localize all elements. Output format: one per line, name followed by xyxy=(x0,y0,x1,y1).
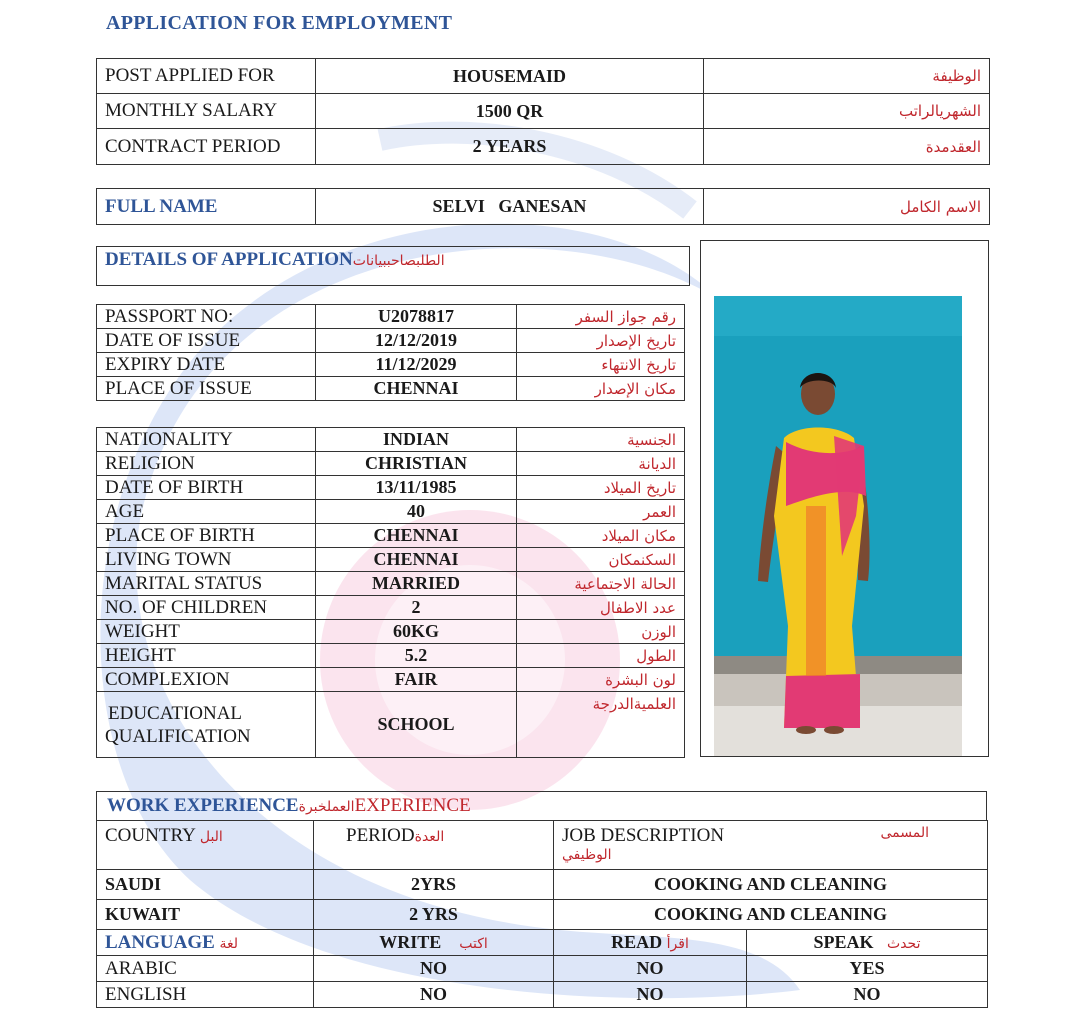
col-job xyxy=(554,821,988,870)
full-name-value xyxy=(316,189,704,225)
personal-label: PLACE OF BIRTH xyxy=(97,524,316,548)
personal-label: LIVING TOWN xyxy=(97,548,316,572)
passport-value: 11/12/2029 xyxy=(316,353,517,377)
personal-value: 40 xyxy=(316,500,517,524)
write-label: WRITE xyxy=(379,932,442,952)
write-arabic: اكتب xyxy=(459,936,488,952)
work-heading-arabic: العملخبرة xyxy=(298,799,355,815)
language-speak-header xyxy=(747,930,988,956)
personal-value: CHENNAI xyxy=(316,524,517,548)
personal-arabic: الطول xyxy=(517,644,685,668)
education-value: SCHOOL xyxy=(316,692,517,758)
work-period: 2 YRS xyxy=(314,900,554,930)
passport-label: PASSPORT NO: xyxy=(97,305,316,329)
col-country-arabic: البل xyxy=(199,829,223,845)
job-table xyxy=(96,58,990,165)
job-row xyxy=(97,129,990,165)
col-country xyxy=(97,821,314,870)
language-row xyxy=(97,956,988,982)
personal-value: CHENNAI xyxy=(316,548,517,572)
personal-value: 13/11/1985 xyxy=(316,476,517,500)
language-read: NO xyxy=(554,956,747,982)
personal-arabic: لون البشرة xyxy=(517,668,685,692)
full-name-table xyxy=(96,188,990,225)
job-arabic: الوظيفة xyxy=(704,59,990,94)
personal-label: NATIONALITY xyxy=(97,428,316,452)
personal-label: COMPLEXION xyxy=(97,668,316,692)
passport-arabic: تاريخ الانتهاء xyxy=(517,353,685,377)
work-heading: WORK EXPERIENCE xyxy=(107,795,299,816)
job-arabic: الشهريالراتب xyxy=(704,94,990,129)
details-heading: DETAILS OF APPLICATION xyxy=(105,249,353,270)
col-period-arabic: العدة xyxy=(414,829,445,845)
personal-label: NO. OF CHILDREN xyxy=(97,596,316,620)
personal-arabic: الجنسية xyxy=(517,428,685,452)
personal-value: MARRIED xyxy=(316,572,517,596)
full-name-arabic: الاسم الكامل xyxy=(704,189,990,225)
passport-value: CHENNAI xyxy=(316,377,517,401)
personal-arabic: السكنمكان xyxy=(517,548,685,572)
personal-value: 2 xyxy=(316,596,517,620)
language-read: NO xyxy=(554,982,747,1008)
personal-label: AGE xyxy=(97,500,316,524)
personal-arabic: عدد الاطفال xyxy=(517,596,685,620)
passport-value: 12/12/2019 xyxy=(316,329,517,353)
col-period-label: PERIOD xyxy=(346,825,415,846)
details-heading-arabic: الطلبصاحببيانات xyxy=(352,253,445,269)
work-table xyxy=(96,820,988,1008)
job-row xyxy=(97,59,990,94)
job-value: 2 YEARS xyxy=(316,129,704,165)
language-write: NO xyxy=(314,956,554,982)
col-period xyxy=(314,821,554,870)
passport-label: EXPIRY DATE xyxy=(97,353,316,377)
language-heading-label: LANGUAGE xyxy=(105,931,215,953)
col-job-arabic: المسمى xyxy=(880,825,930,841)
work-heading-suffix: EXPERIENCE xyxy=(354,795,471,816)
education-label xyxy=(97,692,316,758)
read-arabic: اقرأ xyxy=(666,936,689,952)
personal-value: 5.2 xyxy=(316,644,517,668)
job-value: HOUSEMAID xyxy=(316,59,704,94)
personal-value: FAIR xyxy=(316,668,517,692)
personal-arabic: تاريخ الميلاد xyxy=(517,476,685,500)
col-job-label: JOB DESCRIPTION xyxy=(562,825,725,846)
work-row xyxy=(97,900,988,930)
personal-arabic: مكان الميلاد xyxy=(517,524,685,548)
speak-label: SPEAK xyxy=(813,932,874,952)
personal-table xyxy=(96,427,685,758)
education-label-line1: EDUCATIONAL xyxy=(108,702,243,724)
last-name: GANESAN xyxy=(498,196,587,216)
language-heading xyxy=(97,930,314,956)
language-heading-arabic: لغة xyxy=(219,935,239,952)
speak-arabic: تحدث xyxy=(887,936,921,952)
personal-label: MARITAL STATUS xyxy=(97,572,316,596)
passport-arabic: تاريخ الإصدار xyxy=(517,329,685,353)
language-speak: NO xyxy=(747,982,988,1008)
page-title: APPLICATION FOR EMPLOYMENT xyxy=(106,12,453,34)
job-value: 1500 QR xyxy=(316,94,704,129)
language-write: NO xyxy=(314,982,554,1008)
job-label: CONTRACT PERIOD xyxy=(97,129,316,165)
language-name: ARABIC xyxy=(97,956,314,982)
work-row xyxy=(97,870,988,900)
language-name: ENGLISH xyxy=(97,982,314,1008)
language-row xyxy=(97,982,988,1008)
personal-value: CHRISTIAN xyxy=(316,452,517,476)
job-label: POST APPLIED FOR xyxy=(97,59,316,94)
education-label-line2: QUALIFICATION xyxy=(105,725,251,747)
work-country: SAUDI xyxy=(97,870,314,900)
details-heading-box xyxy=(96,246,690,286)
photo-frame xyxy=(700,240,989,757)
personal-label: RELIGION xyxy=(97,452,316,476)
applicant-photo xyxy=(714,296,962,756)
work-period: 2YRS xyxy=(314,870,554,900)
language-write-header xyxy=(314,930,554,956)
personal-arabic: الديانة xyxy=(517,452,685,476)
personal-value: INDIAN xyxy=(316,428,517,452)
passport-table xyxy=(96,304,685,401)
passport-label: DATE OF ISSUE xyxy=(97,329,316,353)
read-label: READ xyxy=(611,932,663,952)
passport-arabic: مكان الإصدار xyxy=(517,377,685,401)
education-arabic: العلميةالدرجة xyxy=(517,692,685,758)
first-name: SELVI xyxy=(432,196,485,216)
job-arabic: العقدمدة xyxy=(704,129,990,165)
job-label: MONTHLY SALARY xyxy=(97,94,316,129)
work-country: KUWAIT xyxy=(97,900,314,930)
work-experience-header xyxy=(96,791,987,821)
full-name-label: FULL NAME xyxy=(97,189,316,225)
work-job: COOKING AND CLEANING xyxy=(554,900,988,930)
personal-label: DATE OF BIRTH xyxy=(97,476,316,500)
personal-arabic: العمر xyxy=(517,500,685,524)
personal-value: 60KG xyxy=(316,620,517,644)
passport-value: U2078817 xyxy=(316,305,517,329)
personal-arabic: الحالة الاجتماعية xyxy=(517,572,685,596)
language-speak: YES xyxy=(747,956,988,982)
language-header-row xyxy=(97,930,988,956)
passport-label: PLACE OF ISSUE xyxy=(97,377,316,401)
passport-arabic: رقم جواز السفر xyxy=(517,305,685,329)
work-job: COOKING AND CLEANING xyxy=(554,870,988,900)
col-country-label: COUNTRY xyxy=(105,825,196,846)
personal-label: HEIGHT xyxy=(97,644,316,668)
job-row xyxy=(97,94,990,129)
col-job-arabic-2: الوظيفي xyxy=(562,847,612,863)
personal-label: WEIGHT xyxy=(97,620,316,644)
language-read-header xyxy=(554,930,747,956)
personal-arabic: الوزن xyxy=(517,620,685,644)
